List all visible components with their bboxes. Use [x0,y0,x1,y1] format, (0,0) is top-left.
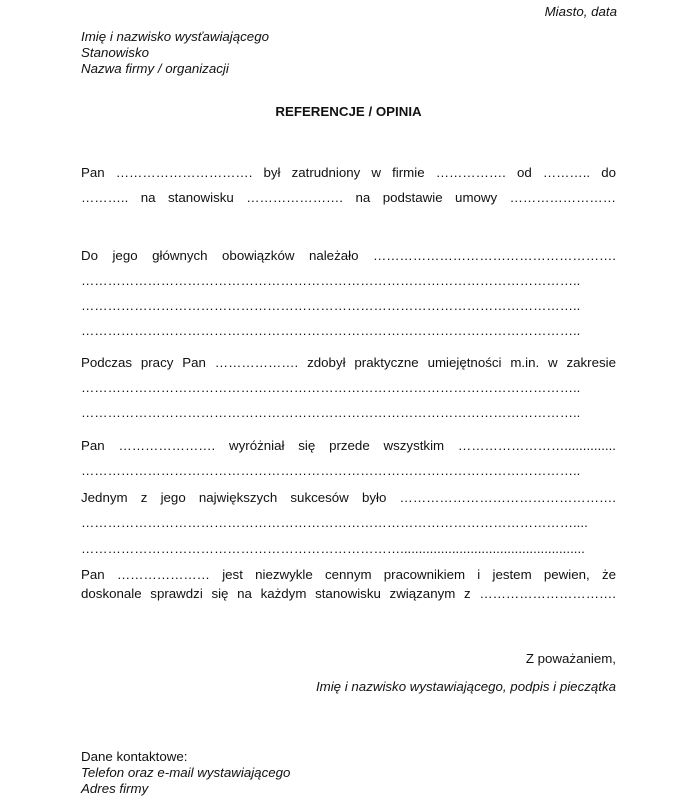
paragraph-6-line-2: doskonale sprawdzi się na każdym stanowisku związanym z …………………………. [81,586,616,601]
signature-line: Imię i nazwisko wystawiającego, podpis i pieczątka [315,679,616,694]
paragraph-3-line-2: ………………………………………………………………………………………………….. [81,380,581,395]
sender-block [81,29,269,77]
paragraph-3-line-3: ………………………………………………………………………………………………….. [81,405,581,420]
paragraph-2-line-2: ………………………………………………………………………………………………….. [81,273,581,288]
paragraph-1-line-1: Pan …………………………. był zatrudniony w firmie ……………. od ……….. do [81,165,616,180]
document-title: REFERENCJE / OPINIA [275,104,422,119]
paragraph-4-line-1: Pan …………………. wyróżniał się przede wszystkim …………………….............. [81,438,616,453]
contact-label: Dane kontaktowe: [81,749,188,764]
contact-address: Adres firmy [81,781,149,796]
paragraph-3-line-1: Podczas pracy Pan ………………. zdobył praktyczne umiejętności m.in. w zakresie [81,355,616,370]
paragraph-5-line-3: ……………………………………………………………….................................................. [81,541,585,556]
contact-phone-email: Telefon oraz e-mail wystawiającego [81,765,291,780]
closing-greeting: Z poważaniem, [525,651,616,666]
paragraph-2-line-3: ………………………………………………………………………………………………….. [81,298,581,313]
paragraph-2-line-4: ………………………………………………………………………………………………….. [81,323,581,338]
paragraph-6-line-1: Pan ………………… jest niezwykle cennym pracownikiem i jestem pewien, że [81,567,616,582]
sender-name: Imię i nazwisko wysťawiającego [81,29,269,44]
paragraph-2-line-1: Do jego głównych obowiązków należało ………………………………………………. [81,248,616,263]
paragraph-1-line-2: ……….. na stanowisku …………………. na podstawie umowy …………………… [81,190,616,205]
paragraph-5-line-2: ………………………………………………………………………………………………….... [81,515,588,530]
paragraph-5-line-1: Jednym z jego największych sukcesów było …………………………………………. [81,490,616,505]
sender-company: Nazwa firmy / organizacji [81,61,229,76]
sender-position: Stanowisko [81,45,149,60]
contact-block [81,749,290,797]
paragraph-4-line-2: ………………………………………………………………………………………………….. [81,463,581,478]
place-date: Miasto, data [544,4,617,19]
